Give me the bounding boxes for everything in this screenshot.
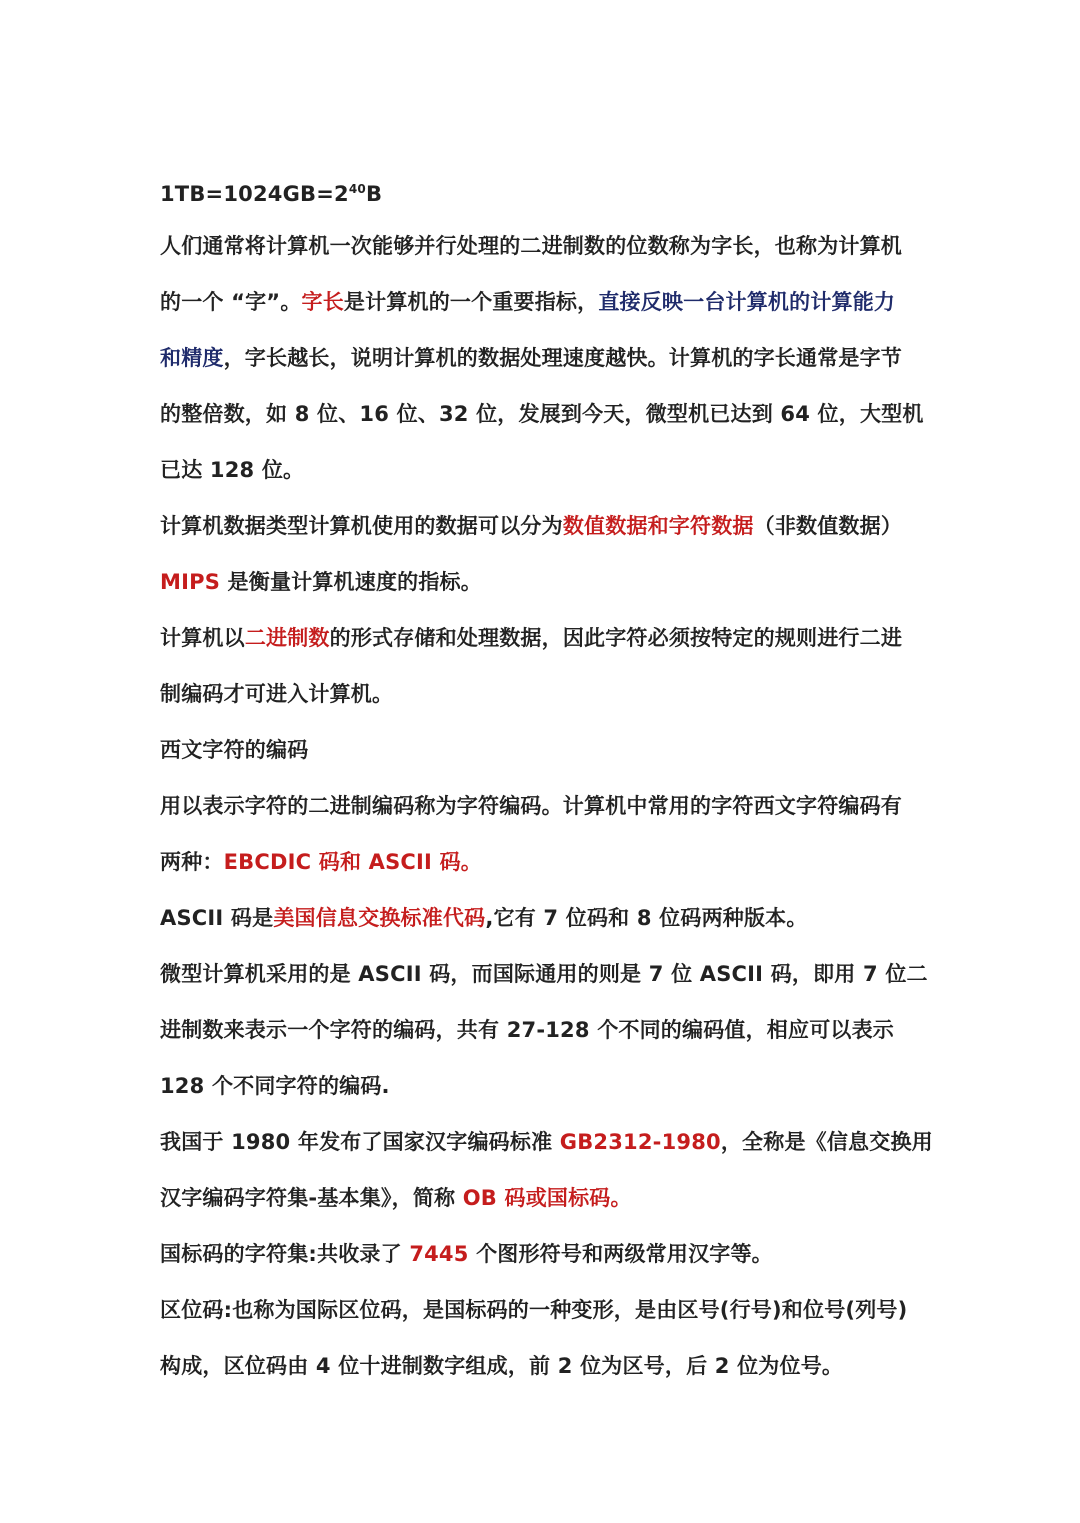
formula-exponent: 40 — [348, 182, 366, 196]
paragraph-line — [160, 672, 920, 728]
paragraph-line — [160, 504, 920, 560]
text-run: 区位码:也称为国际区位码，是国标码的一种变形，是由区号(行号)和位号(列号) — [160, 1298, 908, 1322]
highlight-mips: MIPS — [160, 570, 221, 594]
text-run: 的形式存储和处理数据，因此字符必须按特定的规则进行二进 — [329, 626, 903, 650]
text-run: （非数值数据） — [753, 514, 903, 538]
paragraph-line — [160, 1064, 920, 1120]
paragraph-line — [160, 280, 920, 336]
text-run: 个图形符号和两级常用汉字等。 — [468, 1242, 773, 1266]
paragraph-line — [160, 1008, 920, 1064]
text-run: 用以表示字符的二进制编码称为字符编码。计算机中常用的字符西文字符编码有 — [160, 794, 902, 818]
highlight-national-code: OB 码或国标码。 — [462, 1186, 632, 1210]
paragraph-line — [160, 1120, 933, 1176]
paragraph-line — [160, 1232, 920, 1288]
text-run: 计算机数据类型计算机使用的数据可以分为 — [160, 514, 563, 538]
text-run: ,它有 7 位码和 8 位码两种版本。 — [485, 906, 808, 930]
text-run: 我国于 1980 年发布了国家汉字编码标准 — [160, 1130, 560, 1154]
paragraph-line — [160, 840, 920, 896]
paragraph-line — [160, 392, 924, 448]
text-run: 国标码的字符集:共收录了 — [160, 1242, 410, 1266]
text-run: 进制数来表示一个字符的编码，共有 27-128 个不同的编码值，相应可以表示 — [160, 1018, 894, 1042]
highlight-7445: 7445 — [409, 1242, 469, 1266]
highlight-computing-ability: 直接反映一台计算机的计算能力 — [598, 290, 896, 314]
text-run: 人们通常将计算机一次能够并行处理的二进制数的位数称为字长，也称为计算机 — [160, 234, 902, 258]
highlight-encodings: EBCDIC 码和 ASCII 码。 — [223, 850, 482, 874]
paragraph-line — [160, 224, 920, 280]
text-run: ，字长越长，说明计算机的数据处理速度越快。计算机的字长通常是字节 — [223, 346, 903, 370]
formula-text: 1TB=1024GB=2 — [160, 182, 349, 206]
paragraph-line — [160, 336, 920, 392]
formula-line — [160, 172, 920, 224]
text-run: 两种： — [160, 850, 224, 874]
text-run: 微型计算机采用的是 ASCII 码，而国际通用的则是 7 位 ASCII 码，即用 7 位二 — [160, 962, 928, 986]
text-run: 已达 128 位。 — [160, 458, 305, 482]
highlight-gb2312: GB2312-1980 — [559, 1130, 721, 1154]
section-heading — [160, 728, 920, 784]
text-run: 128 个不同字符的编码. — [160, 1074, 390, 1098]
highlight-data-types: 数值数据和字符数据 — [562, 514, 754, 538]
paragraph-line — [160, 448, 920, 504]
paragraph-line — [160, 896, 920, 952]
text-run: 是衡量计算机速度的指标。 — [220, 570, 482, 594]
paragraph-line — [160, 1176, 920, 1232]
text-run: 的一个 “字”。 — [160, 290, 302, 314]
highlight-word-length: 字长 — [301, 290, 344, 314]
text-run: 构成，区位码由 4 位十进制数字组成，前 2 位为区号，后 2 位为位号。 — [160, 1354, 844, 1378]
highlight-ascii-name: 美国信息交换标准代码 — [273, 906, 486, 930]
paragraph-line — [160, 616, 920, 672]
text-run: ，全称是《信息交换用 — [720, 1130, 933, 1154]
formula-unit: B — [365, 182, 383, 206]
paragraph-line — [160, 784, 920, 840]
text-run: 计算机以 — [160, 626, 245, 650]
paragraph-line — [160, 560, 920, 616]
paragraph-line — [160, 1288, 920, 1344]
text-run: 制编码才可进入计算机。 — [160, 682, 394, 706]
document-body — [160, 172, 933, 1400]
heading-text: 西文字符的编码 — [160, 738, 309, 762]
text-run: ASCII 码是 — [160, 906, 274, 930]
text-run: 汉字编码字符集-基本集》，简称 — [160, 1186, 463, 1210]
highlight-precision: 和精度 — [160, 346, 224, 370]
paragraph-line — [160, 952, 928, 1008]
text-run: 的整倍数，如 8 位、16 位、32 位，发展到今天，微型机已达到 64 位，大型机 — [160, 402, 924, 426]
paragraph-line — [160, 1344, 920, 1400]
highlight-binary: 二进制数 — [244, 626, 330, 650]
text-run: 是计算机的一个重要指标， — [343, 290, 599, 314]
